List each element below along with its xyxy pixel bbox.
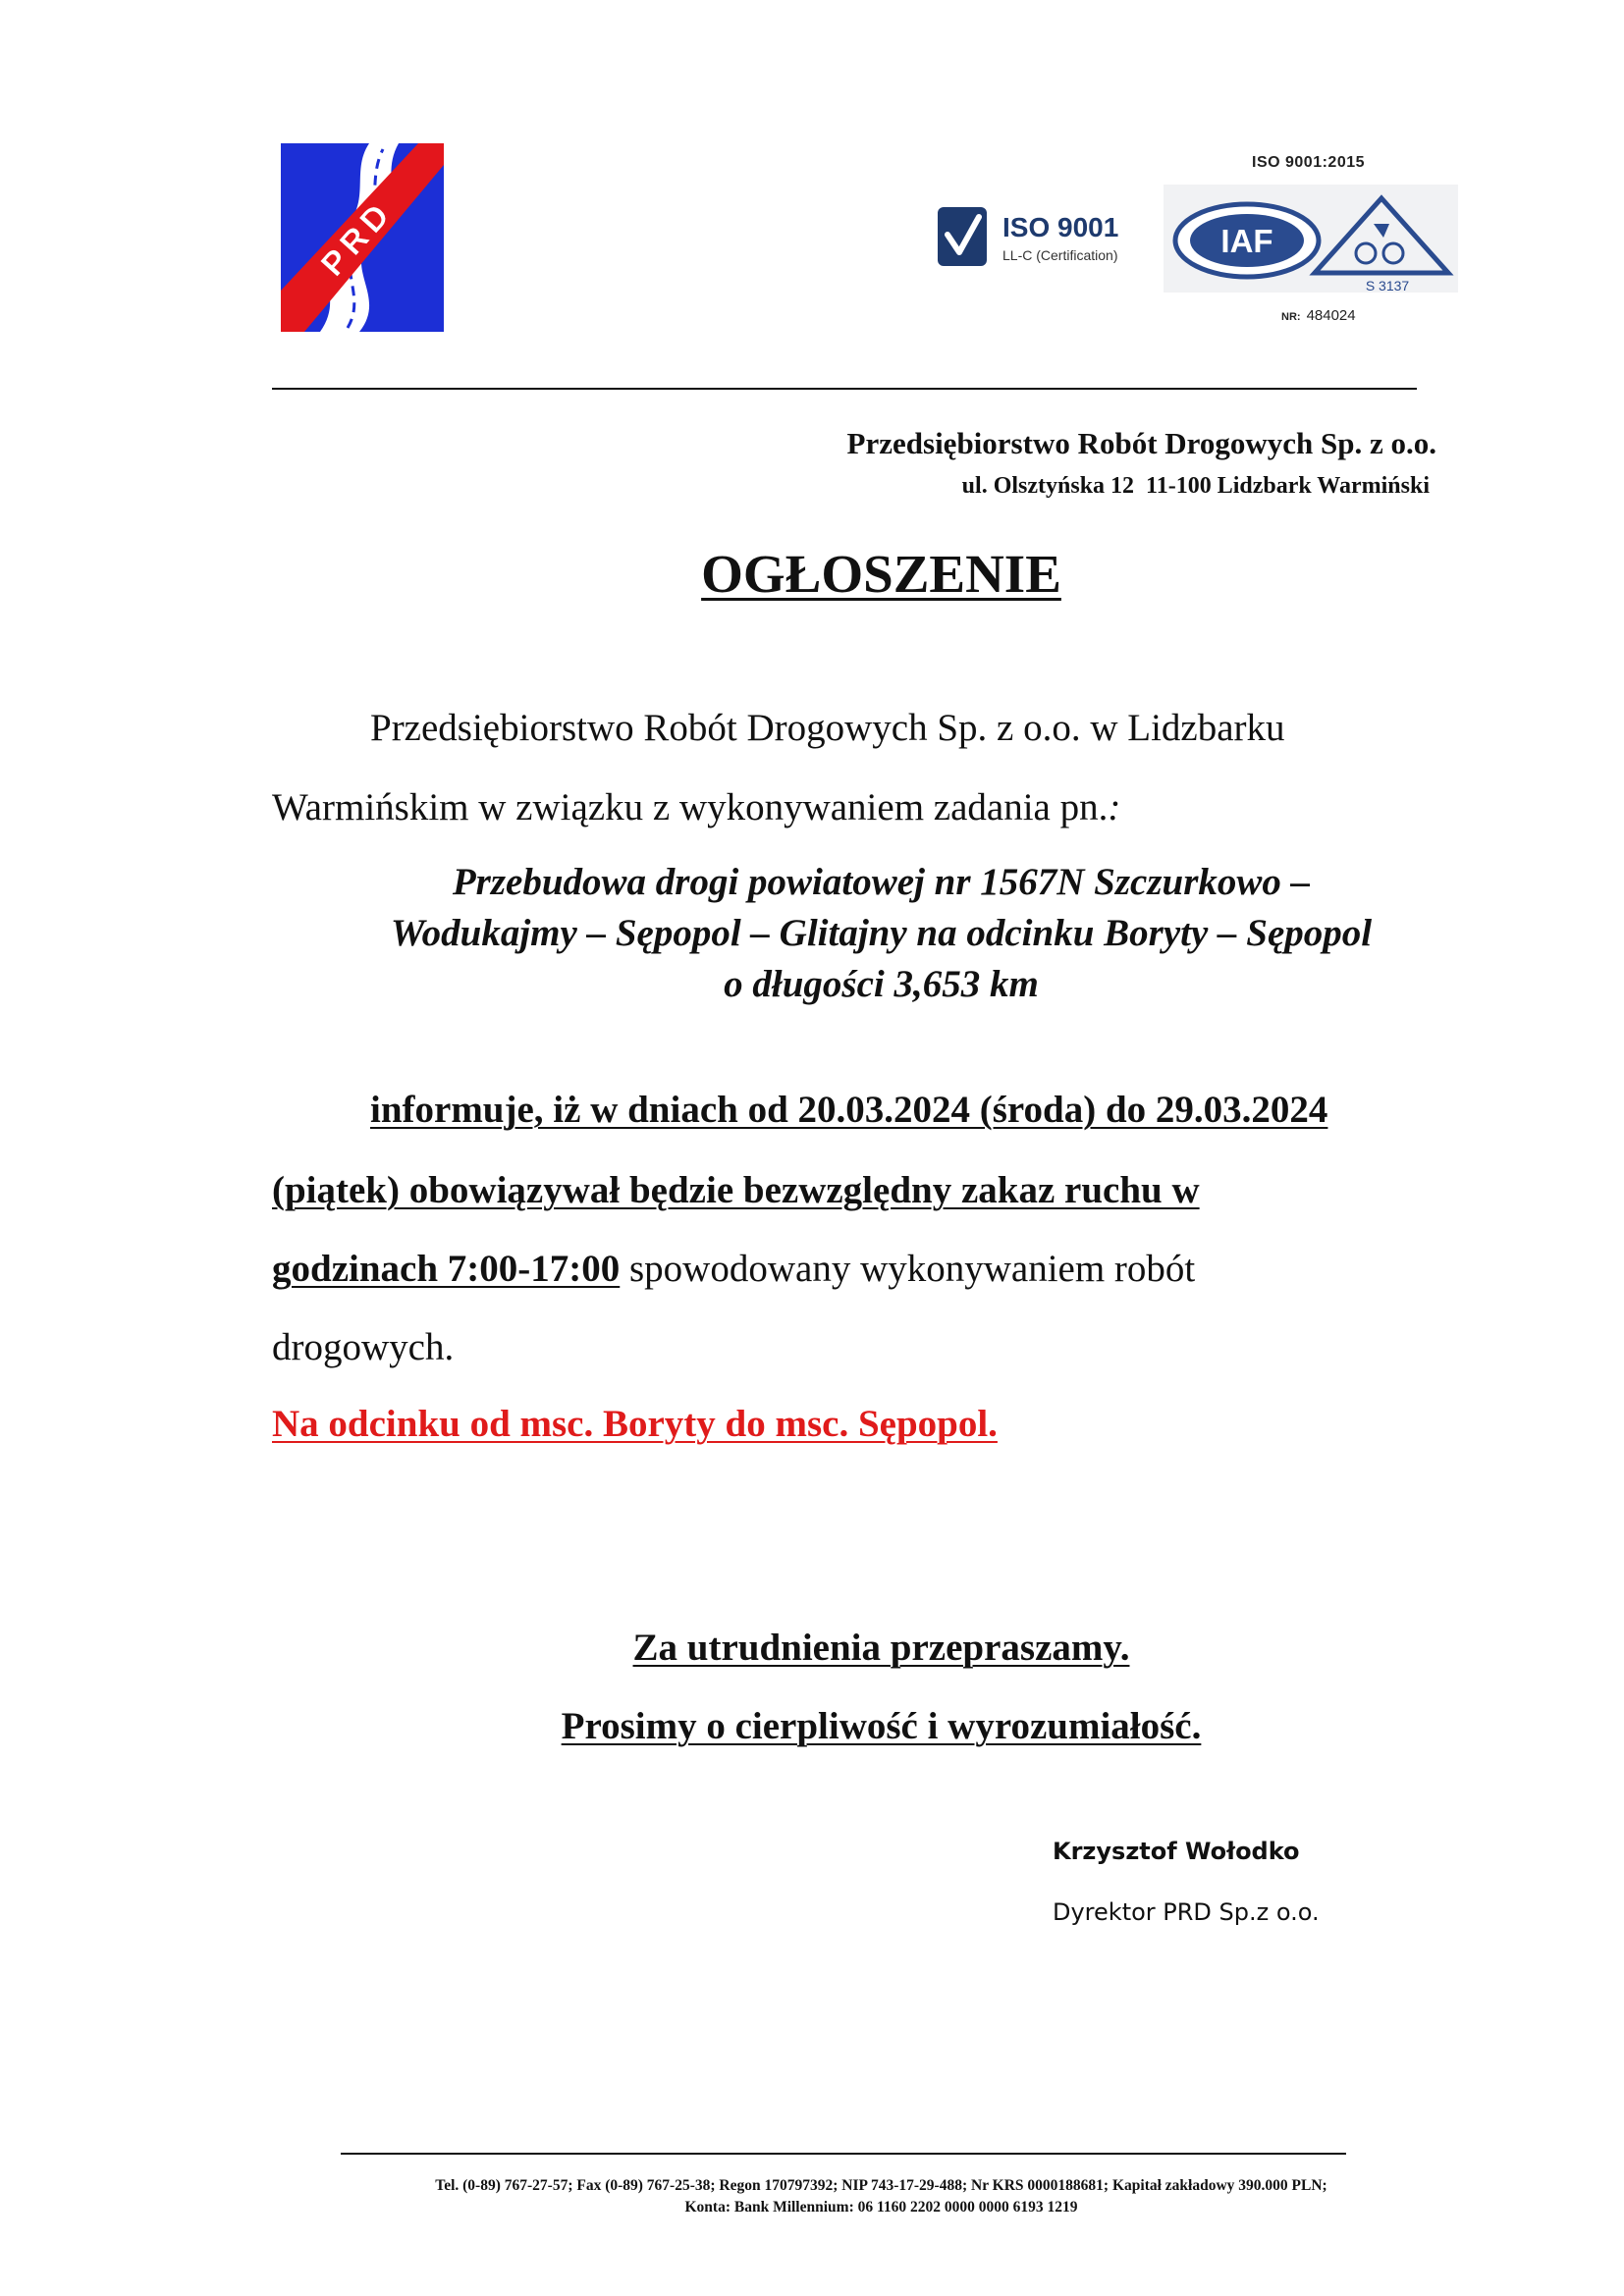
prd-logo [281,143,444,332]
project-line-1: Przebudowa drogi powiatowej nr 1567N Szczurkowo – [452,861,1311,903]
document-title: OGŁOSZENIE [701,544,1061,604]
notice-line-1: informuje, iż w dniach od 20.03.2024 (środa) do 29.03.2024 [370,1089,1328,1131]
nr-prefix: NR: [1281,311,1301,323]
section-warning: Na odcinku od msc. Boryty do msc. Sępopol. [272,1403,998,1445]
footer-line-2: Konta: Bank Millennium: 06 1160 2202 0000 0000 6193 1219 [684,2199,1078,2216]
certificate-number [1281,307,1356,324]
intro-line-2-colon: : [1108,786,1121,828]
mark-code: S 3137 [1365,278,1410,294]
iso-9001-badge [938,201,1144,272]
footer-divider [341,2153,1346,2155]
header-divider [272,388,1417,390]
notice-line-4: drogowych. [272,1326,455,1368]
signatory-title: Dyrektor PRD Sp.z o.o. [1053,1898,1320,1926]
company-name: Przedsiębiorstwo Robót Drogowych Sp. z o.o. [846,426,1436,460]
project-line-2: Wodukajmy – Sępopol – Glitajny na odcinku Boryty – Sępopol [390,912,1373,954]
footer-line-1: Tel. (0-89) 767-27-57; Fax (0-89) 767-25-38; Regon 170797392; NIP 743-17-29-488; Nr KRS 0000188681; Kapitał zakładowy 390.000 PLN; [435,2177,1327,2194]
apology-text: Za utrudnienia przepraszamy. [632,1627,1130,1669]
iso-badge-title: ISO 9001 [1002,212,1119,242]
iso-2015-label: ISO 9001:2015 [1252,154,1366,171]
notice-line-3-rest: spowodowany wykonywaniem robót [620,1248,1196,1290]
intro-line-2-text: Warmińskim w związku z wykonywaniem zadania pn. [272,786,1109,828]
company-address: ul. Olsztyńska 12 11-100 Lidzbark Warmiński [961,473,1430,499]
notice-line-2: (piątek) obowiązywał będzie bezwzględny zakaz ruchu w [272,1169,1200,1211]
iaf-certification-mark [1164,147,1468,334]
project-line-3: o długości 3,653 km [724,963,1039,1005]
patience-text: Prosimy o cierpliwość i wyrozumiałość. [561,1705,1202,1747]
prd-logo-text: PRD [313,192,401,284]
intro-line-1: Przedsiębiorstwo Robót Drogowych Sp. z o.o. w Lidzbarku [370,707,1285,749]
nr-value: 484024 [1306,307,1356,324]
intro-line-2 [272,785,1120,829]
signatory-name: Krzysztof Wołodko [1053,1838,1300,1865]
iso-badge-subtitle: LL-C (Certification) [1002,247,1118,263]
iaf-text: IAF [1220,223,1273,259]
hours-text: godzinach 7:00-17:00 [272,1248,621,1290]
notice-line-3 [272,1247,1195,1291]
